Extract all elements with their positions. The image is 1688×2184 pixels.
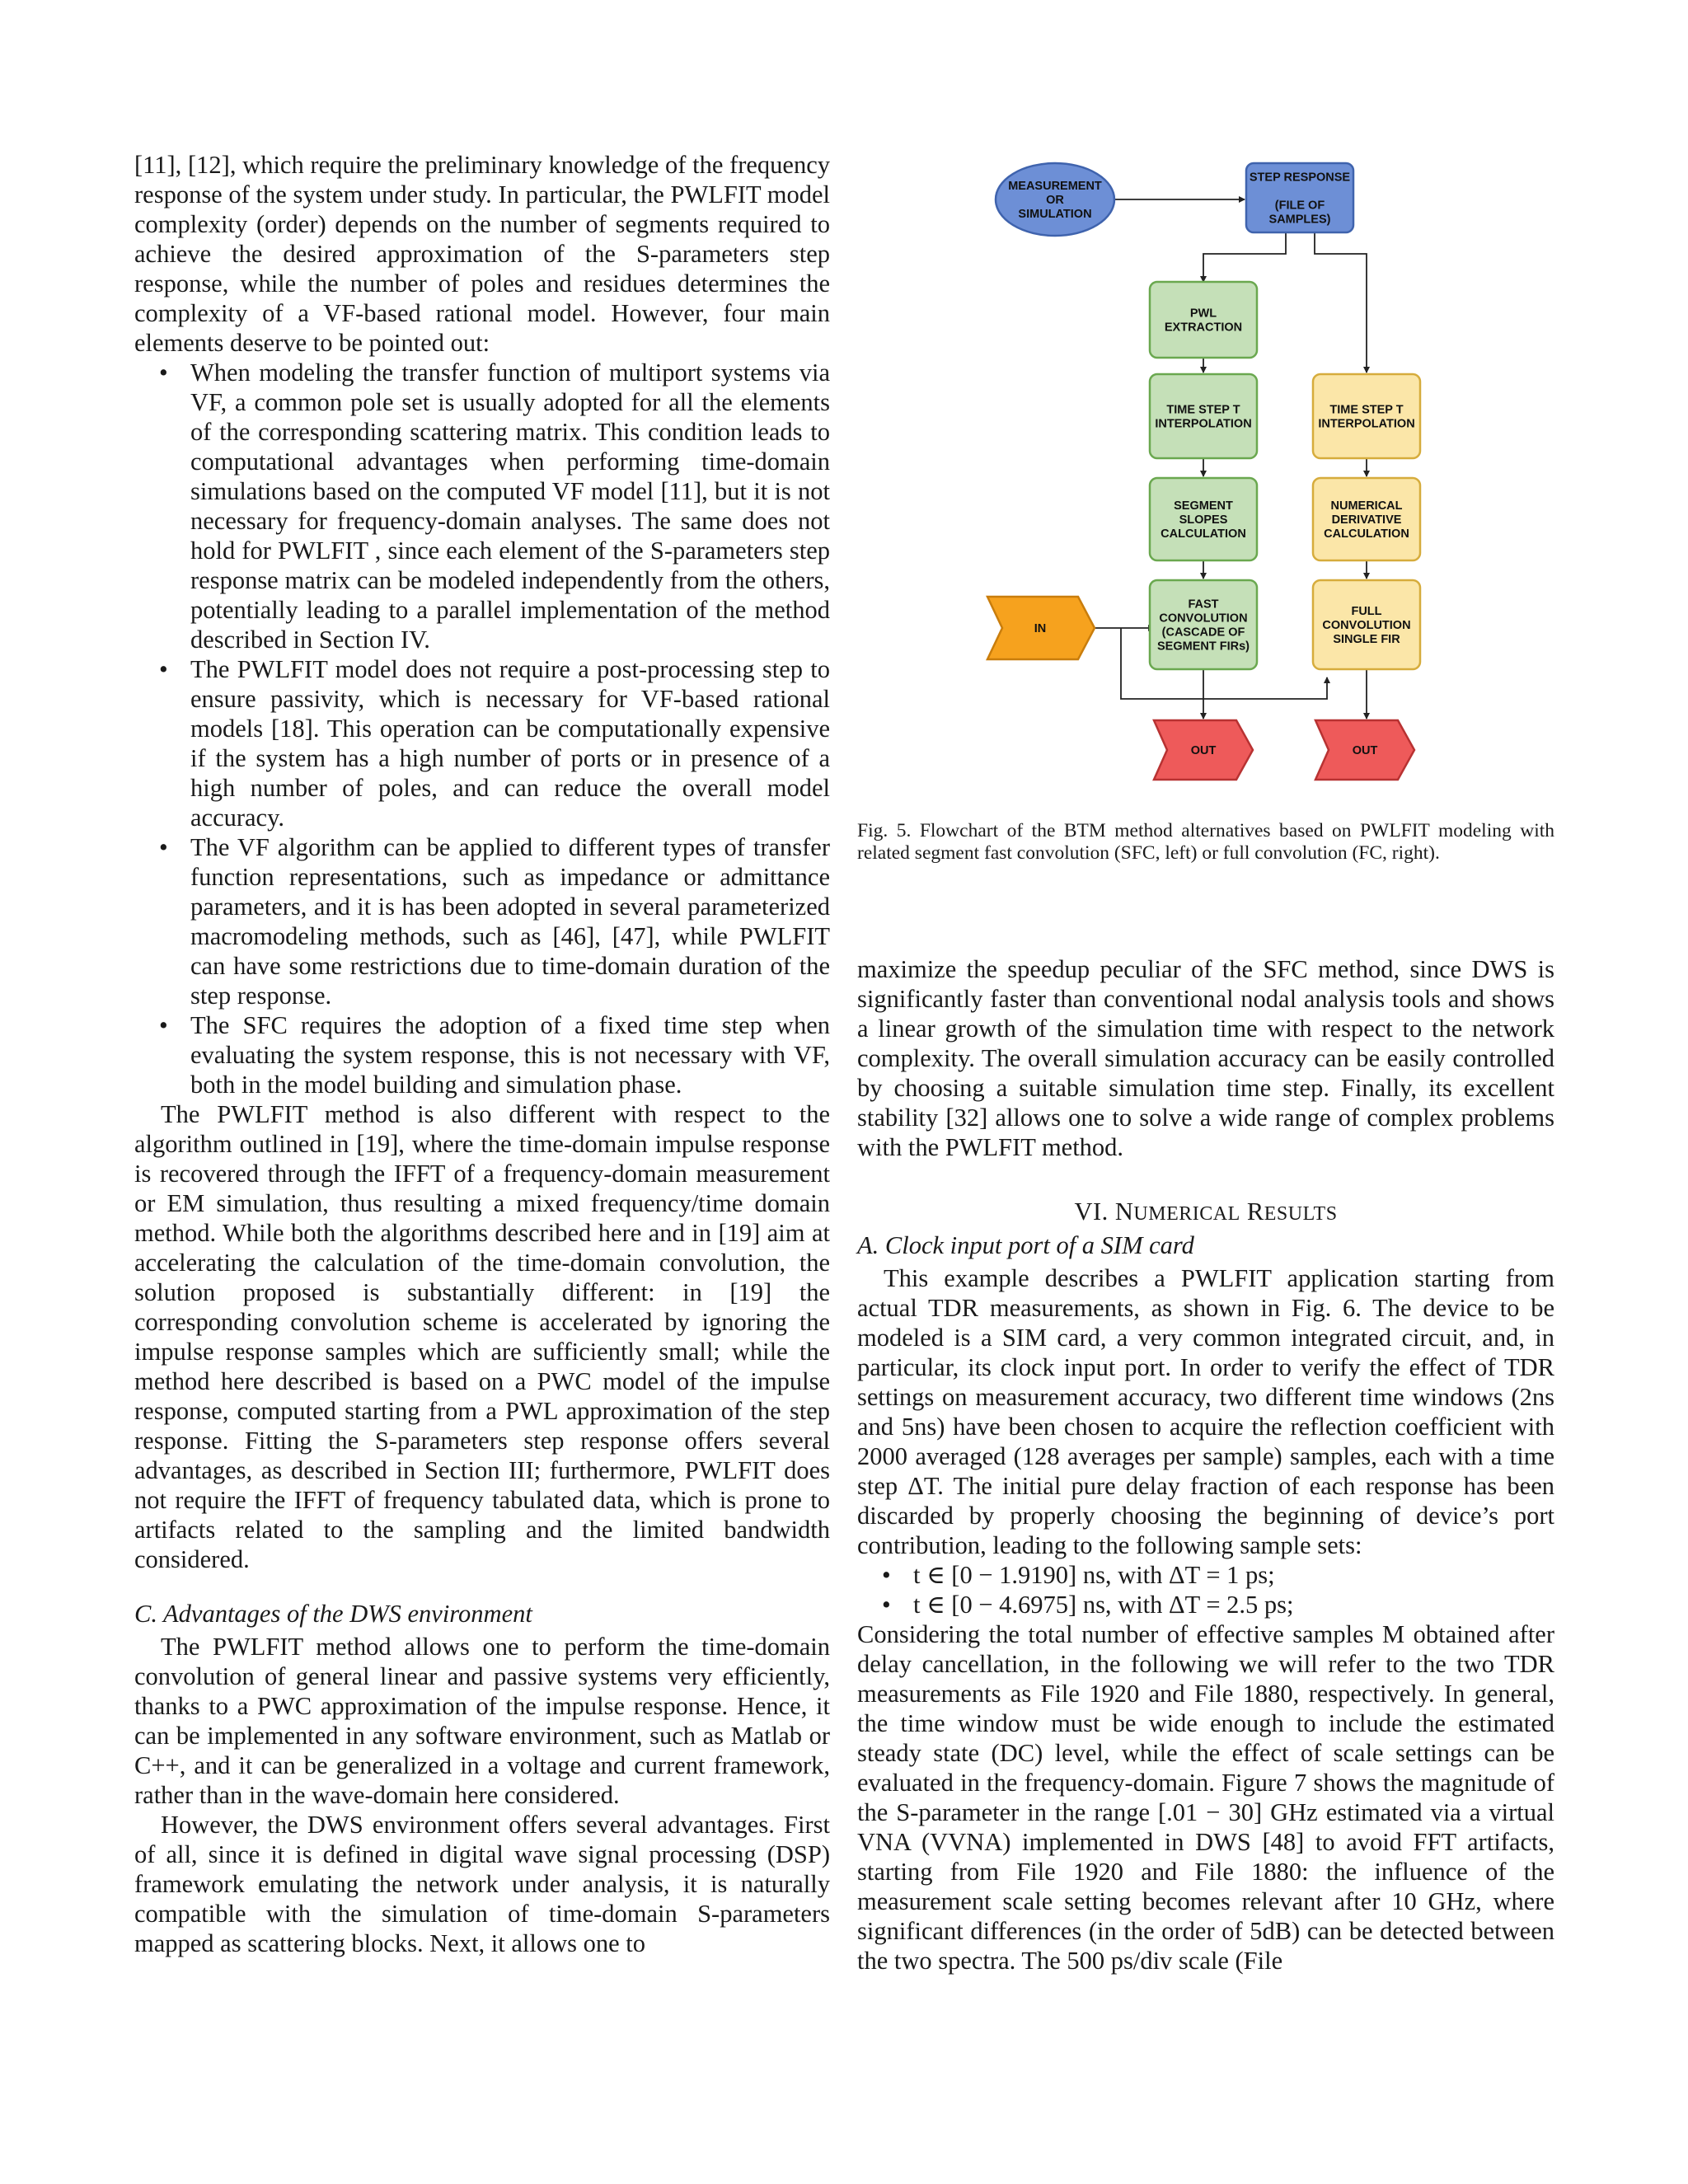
left-paragraph-2: The PWLFIT method is also different with respect to the algorithm outlined in [19], where the time-domain impulse response is recovered through the IFFT of a frequency-domain measurement or EM simulation, thus resulting a mixed frequency/time domain method. While both the algorithms described here and in [19] aim at accelerating the calculation of the time-domain convolution, the solution proposed is substantially different: in [19] the corresponding convolution scheme is accelerated by ignoring the impulse response samples which are sufficiently small; while the method here described is based on a PWC model of the impulse response, computed starting from a PWL approximation of the step response. Fitting the S-parameters step response offers several advantages, as described in Section III; furthermore, PWLFIT does not require the IFFT of frequency tabulated data, which is prone to artifacts related to the sampling and the limited bandwidth considered. xyxy=(134,1100,830,1573)
node-label-line: FULL xyxy=(1351,605,1382,618)
node-label-line: SINGLE FIR xyxy=(1333,633,1400,646)
node-label-line: OR xyxy=(1046,194,1064,207)
subsection-heading-c: C. Advantages of the DWS environment xyxy=(134,1600,532,1628)
node-label-line: INTERPOLATION xyxy=(1155,417,1252,431)
right-column xyxy=(857,954,1554,1975)
node-label-line: CALCULATION xyxy=(1160,527,1246,541)
svg-text:NUMERICALDERIVATIVECALCULATION xyxy=(1324,499,1409,541)
node-label-line: (FILE OF xyxy=(1274,199,1325,213)
pwl-extraction-node xyxy=(1150,282,1257,358)
svg-text:OUT xyxy=(1191,744,1217,757)
step-response-node xyxy=(1246,163,1353,232)
list-item: • The PWLFIT model does not require a post-processing step to ensure passivity, which is necessary for VF-based rational models [18]. This operation can be computationally expensive if the system has a high number of ports or in presence of a high number of poles, and can reduce the overall model accuracy. xyxy=(134,654,830,832)
sample-set-list xyxy=(857,1560,1554,1619)
output-left-node xyxy=(1154,720,1253,780)
list-item: • The SFC requires the adoption of a fixed time step when evaluating the system response, this is not necessary with VF, both in the model building and simulation phase. xyxy=(134,1010,830,1099)
left-column xyxy=(134,150,830,1958)
left-paragraph-1: [11], [12], which require the preliminary knowledge of the frequency response of the system under study. In particular, the PWLFIT model complexity (order) depends on the number of segments required to achieve the desired approximation of the S-parameters step response, while the number of poles and residues determines the complexity of a VF-based rational model. However, four main elements deserve to be pointed out: xyxy=(134,151,830,357)
node-label-line: MEASUREMENT xyxy=(1008,180,1102,193)
node-label-line: IN xyxy=(1034,622,1047,635)
input-node xyxy=(987,597,1095,659)
right-paragraph-1: maximize the speedup peculiar of the SFC method, since DWS is significantly faster than conventional nodal analysis tools and shows a linear growth of the simulation time with respect to the network complexity. The overall simulation accuracy can be easily controlled by choosing a suitable simulation time step. Finally, its excellent stability [32] allows one to solve a wide range of complex problems with the PWLFIT method. xyxy=(857,955,1554,1161)
section-heading: VI. NUMERICAL RESULTS xyxy=(1074,1197,1338,1226)
node-label-line: CONVOLUTION xyxy=(1159,612,1248,626)
left-paragraph-3: The PWLFIT method allows one to perform the time-domain convolution of general linear and passive systems very efficiently, thanks to a PWC approximation of the impulse response. Hence, it can be implemented in any software environment, such as Matlab or C++, and it can be generalized in a voltage and current framework, rather than in the wave-domain here considered. xyxy=(134,1633,830,1809)
output-right-node xyxy=(1315,720,1414,780)
left-paragraph-4: However, the DWS environment offers several advantages. First of all, since it is defined in digital wave signal processing (DSP) framework emulating the network under analysis, it is naturally compatible with the simulation of time-domain S-parameters mapped as scattering blocks. Next, it allows one to xyxy=(134,1811,830,1957)
node-label-line: SEGMENT xyxy=(1174,499,1233,513)
node-label-line: CONVOLUTION xyxy=(1322,619,1411,632)
node-label-line: SIMULATION xyxy=(1018,208,1092,221)
svg-text:TIME STEP TINTERPOLATION xyxy=(1155,404,1251,431)
node-label-line: DERIVATIVE xyxy=(1331,513,1402,527)
node-label-line: STEP RESPONSE xyxy=(1249,171,1351,185)
node-label-line: OUT xyxy=(1352,744,1378,757)
svg-text:IN xyxy=(1034,622,1047,635)
node-label-line: TIME STEP T xyxy=(1329,403,1404,417)
flowchart-figure xyxy=(981,148,1442,808)
time-step-interpolation-right-node xyxy=(1313,374,1420,458)
list-item: • The VF algorithm can be applied to different types of transfer function representations, such as impedance or admittance parameters, and it is has been adopted in several parameterized macromodeling methods, such as [46], [47], while PWLFIT can have some restrictions due to time-domain duration of the step response. xyxy=(134,832,830,1010)
node-label-line: OUT xyxy=(1190,744,1217,757)
left-bullet-list xyxy=(134,358,830,1099)
figure-caption: Fig. 5. Flowchart of the BTM method alternatives based on PWLFIT modeling with related segment fast convolution (SFC, left) or full convolution (FC, right). xyxy=(857,820,1554,864)
right-paragraph-2: This example describes a PWLFIT application starting from actual TDR measurements, as shown in Fig. 6. The device to be modeled is a SIM card, a very common integrated circuit, and, in particular, its clock input port. In order to verify the effect of TDR settings on measurement accuracy, two different time windows (2ns and 5ns) have been chosen to acquire the reflection coefficient with 2000 averaged (128 averages per sample) samples, each with a time step ΔT. The initial pure delay fraction of each response has been discarded by properly choosing the beginning of device’s port contribution, leading to the following sample sets: xyxy=(857,1264,1554,1559)
list-item: • t ∈ [0 − 1.9190] ns, with ΔT = 1 ps; xyxy=(857,1560,1554,1590)
node-label-line: PWL xyxy=(1189,307,1217,321)
svg-text:OUT xyxy=(1353,744,1378,757)
list-item: • When modeling the transfer function of multiport systems via VF, a common pole set is usually adopted for all the elements of the corresponding scattering matrix. This condition leads to computational advantages when performing time-domain simulations based on the computed VF model [11], but it is not necessary for frequency-domain analyses. The same does not hold for PWLFIT , since each element of the S-parameters step response matrix can be modeled independently from the others, potentially leading to a parallel implementation of the method described in Section IV. xyxy=(134,358,830,654)
svg-text:TIME STEP TINTERPOLATION xyxy=(1318,404,1414,431)
node-label-line: SLOPES xyxy=(1179,513,1228,527)
time-step-interpolation-left-node xyxy=(1150,374,1257,458)
node-label-line: TIME STEP T xyxy=(1166,403,1240,417)
list-item: • t ∈ [0 − 4.6975] ns, with ΔT = 2.5 ps; xyxy=(857,1590,1554,1619)
segment-slopes-calculation-node xyxy=(1150,478,1257,560)
node-label-line: CALCULATION xyxy=(1324,527,1409,541)
node-label-line: NUMERICAL xyxy=(1330,499,1403,513)
measurement-or-simulation-node xyxy=(996,163,1114,236)
right-paragraph-3: Considering the total number of effective samples M obtained after delay cancellation, in the following we will refer to the two TDR measurements as File 1920 and File 1880, respectively. In general, the time window must be wide enough to include the estimated steady state (DC) level, while the effect of scale settings can be evaluated in the frequency-domain. Figure 7 shows the magnitude of the S-parameter in the range [.01 − 30] GHz estimated via a virtual VNA (VVNA) implemented in DWS [48] to avoid FFT artifacts, starting from File 1920 and File 1880: the influence of the measurement scale setting becomes relevant after 10 GHz, where significant differences (in the order of 5dB) can be detected between the two spectra. The 500 ps/div scale (File xyxy=(857,1620,1554,1975)
subsection-heading-a: A. Clock input port of a SIM card xyxy=(857,1231,1194,1259)
node-label-line: EXTRACTION xyxy=(1164,321,1243,335)
node-label-line: SAMPLES) xyxy=(1268,213,1331,227)
node-label-line: (CASCADE OF xyxy=(1161,626,1245,640)
node-label-line: SEGMENT FIRs) xyxy=(1157,640,1250,654)
node-label-line: INTERPOLATION xyxy=(1318,417,1415,431)
numerical-derivative-calculation-node xyxy=(1313,478,1420,560)
full-convolution-node xyxy=(1313,580,1420,669)
node-label-line: FAST xyxy=(1188,598,1219,612)
fast-convolution-node xyxy=(1150,580,1257,669)
